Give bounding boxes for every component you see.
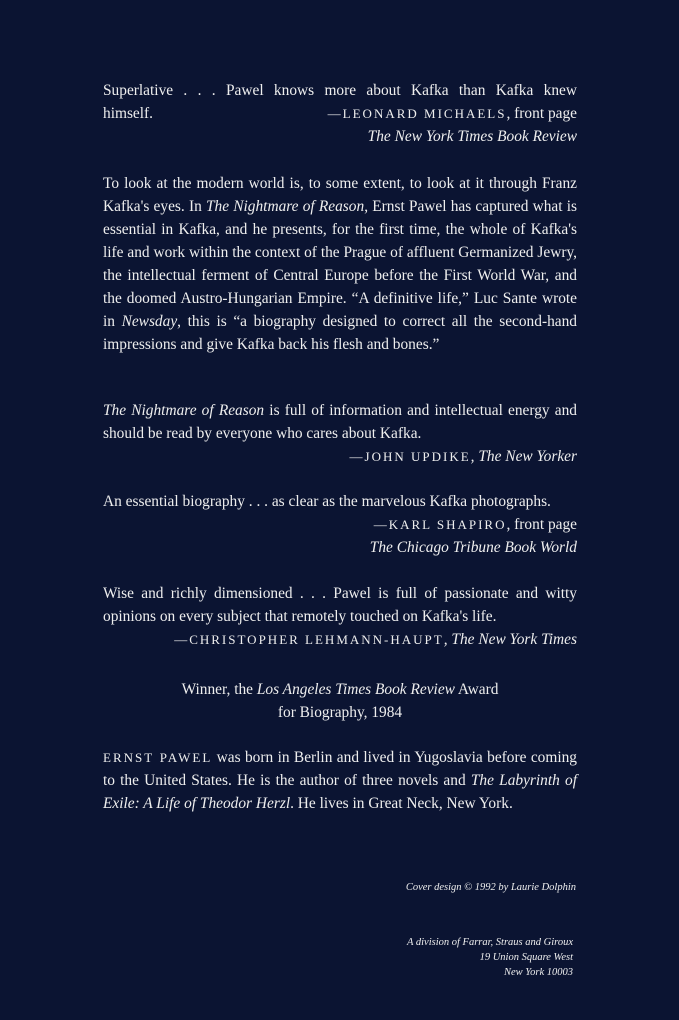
author-bio: ERNST PAWEL was born in Berlin and lived in Yugoslavia before coming to the United States. He is the author of three novels and The Labyrinth of Exile: A Life of Theodor Herzl. He lives in Great Neck, New York. <box>103 749 578 812</box>
quote-attribution: —JOHN UPDIKE, The New Yorker <box>349 448 577 465</box>
quote-text: Wise and richly dimensioned . . . Pawel is full of passionate and witty opinions on every subject that remotely touched on Kafka's life. <box>103 585 577 625</box>
newsday-title: Newsday <box>121 313 178 330</box>
publisher-address: A division of Farrar, Straus and Giroux 19 Union Square West New York 10003 <box>407 937 573 978</box>
award-notice: Winner, the Los Angeles Times Book Review Award for Biography, 1984 <box>181 681 499 721</box>
quote-text: An essential biography . . . as clear as the marvelous Kafka photographs. <box>103 493 551 510</box>
quote-attribution: —LEONARD MICHAELS, front page <box>327 105 577 122</box>
quote-lehmann-haupt <box>103 582 577 651</box>
quote-text-line1: Superlative . . . Pawel knows more about Kafka than Kafka knew <box>103 82 577 99</box>
attribution-name: —LEONARD MICHAELS <box>327 106 507 121</box>
quote-text: The Nightmare of Reason is full of information and intellectual energy and should be read by everyone who cares about Kafka. <box>103 402 577 442</box>
quote-shapiro <box>103 490 577 559</box>
author-name: ERNST PAWEL <box>103 750 213 765</box>
description-paragraph: To look at the modern world is, to some extent, to look at it through Franz Kafka's eyes. In The Nightmare of Reason, Ernst Pawel has captured what is essential in Kafka, and he presents, for the first time, the whole of Kafka's life and work within the context of the Prague of affluent Germanized Jewry, the intellectual ferment of Central Europe before the First World War, and the doomed Austro-Hungarian Empire. “A definitive life,” Luc Sante wrote in Newsday, this is “a biography designed to correct all the second-hand impressions and give Kafka back his flesh and bones.” <box>103 175 577 353</box>
quote-source: The Chicago Tribune Book World <box>369 539 577 556</box>
quote-updike <box>103 399 577 468</box>
quote-michaels <box>103 79 577 148</box>
quote-attribution: —KARL SHAPIRO, front page <box>373 516 577 533</box>
quote-attribution: —CHRISTOPHER LEHMANN-HAUPT, The New York Times <box>174 631 577 648</box>
book-title: The Nightmare of Reason <box>205 198 365 215</box>
cover-credit: Cover design © 1992 by Laurie Dolphin <box>405 882 576 893</box>
quote-source: The New York Times Book Review <box>367 128 577 145</box>
quote-text-line2: himself. <box>103 105 154 122</box>
other-book-title: The Labyrinth of Exile: A Life of Theodor Herzl <box>103 772 578 812</box>
